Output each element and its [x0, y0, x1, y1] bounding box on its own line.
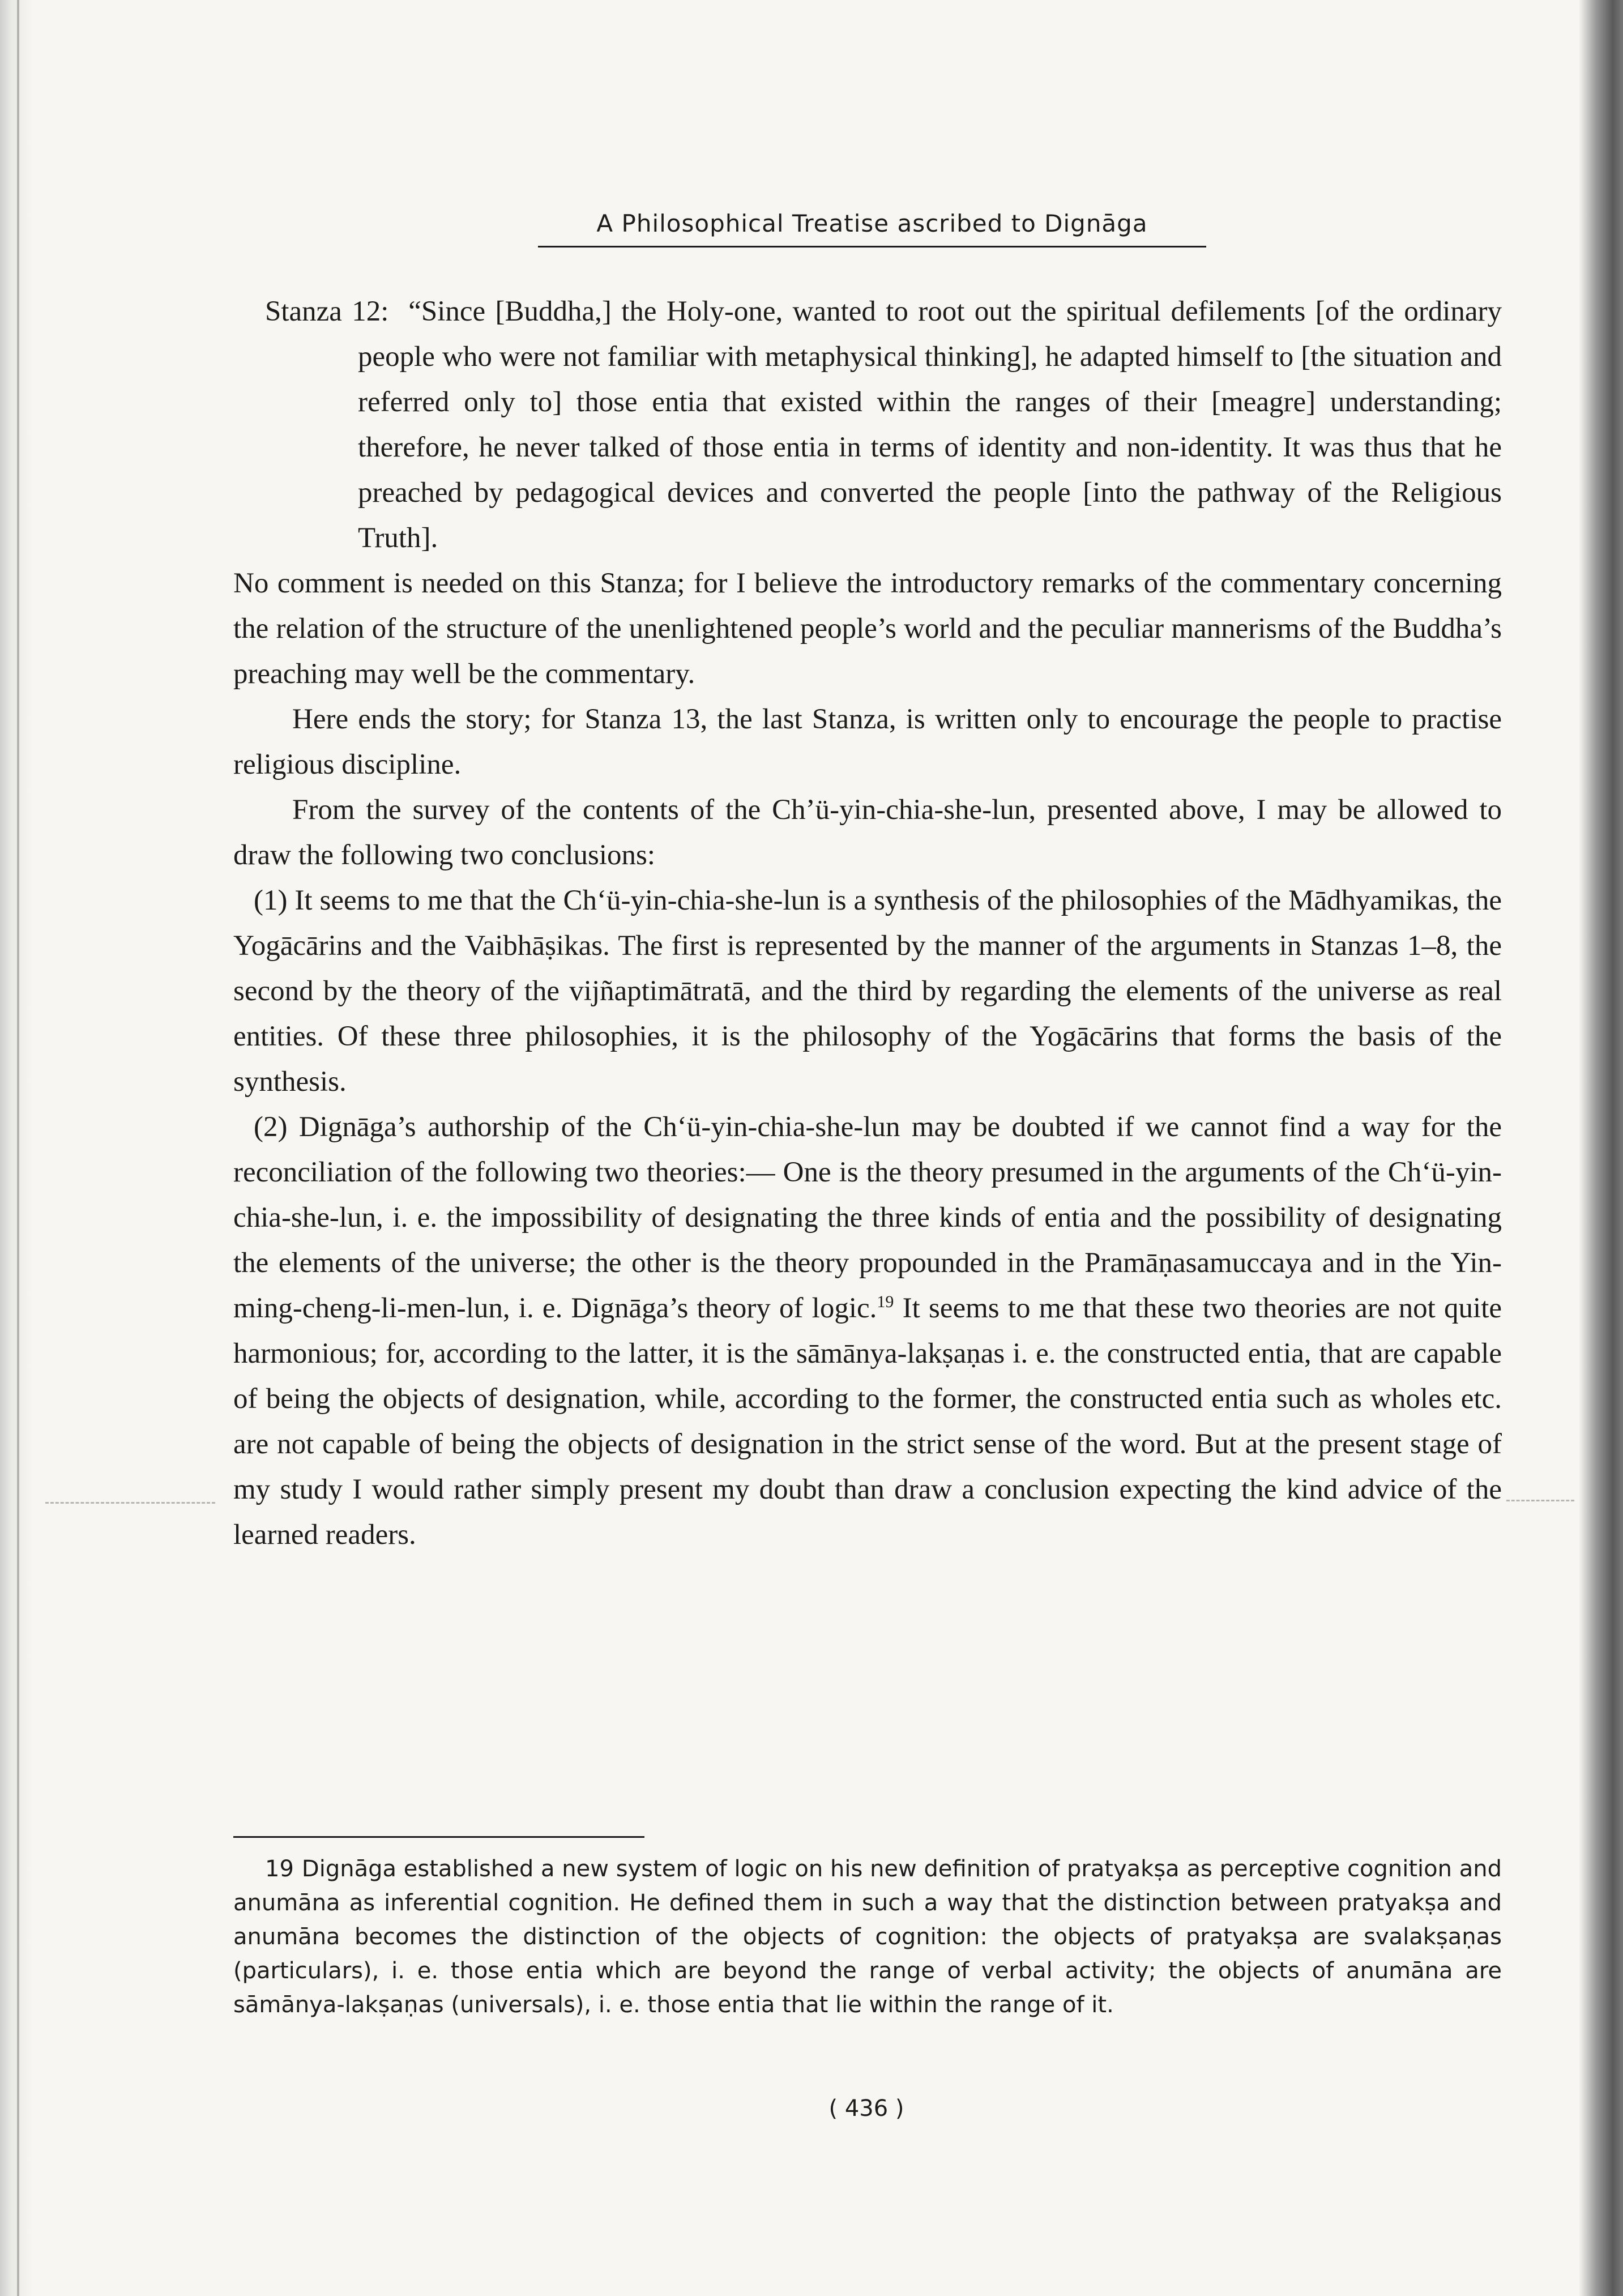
footnote-rule: [233, 1836, 644, 1838]
scan-edge-line: [17, 0, 19, 2296]
footnote-ref[interactable]: 19: [877, 1292, 894, 1311]
page-number: ( 436 ): [828, 2096, 904, 2122]
footnote-19: [233, 1852, 1502, 2022]
scan-edge-left: [0, 0, 33, 2296]
scan-edge-right: [1579, 0, 1623, 2296]
stanza-12: [265, 289, 1502, 561]
stanza-label: Stanza 12:: [265, 296, 389, 327]
running-head: A Philosophical Treatise ascribed to Dignāga: [596, 210, 1148, 237]
footnote-number: 19: [265, 1856, 294, 1882]
conclusion-1: (1) It seems to me that the Ch‘ü-yin-chia-she-lun is a synthesis of the philosophies of the Mādhyamikas, the Yogācārins and the Vaibhāṣikas. The first is represented by the manner of the arguments in Stanzas 1–8, the second by the theory of the vijñaptimātratā, and the third by regarding the elements of the universe as real entities. Of these three philosophies, it is the philosophy of the Yogācārins that forms the basis of the synthesis.: [233, 885, 1502, 1098]
conclusion-2: [233, 1104, 1502, 1557]
footnote-text: Dignāga established a new system of logic on his new definition of pratyakṣa as perceptive cognition and anumāna as inferential cognition. He defined them in such a way that the distinction between pratyakṣa and anumāna becomes the distinction of the objects of cognition: the objects of pratyakṣa are svalakṣaṇas (particulars), i. e. those entia which are beyond the range of verbal activity; the objects of anumāna are sāmānya-lakṣaṇas (universals), i. e. those entia that lie within the range of it.: [233, 1856, 1502, 2018]
paragraph: Here ends the story; for Stanza 13, the last Stanza, is written only to encourage the people to practise religious discipline.: [233, 703, 1502, 780]
scan-artifact-dash: [1506, 1500, 1574, 1503]
running-head-rule: [538, 246, 1206, 247]
conclusion-2-text-b: It seems to me that these two theories are not quite harmonious; for, according to the latter, it is the sāmānya-lakṣaṇas i. e. the constructed entia, that are capable of being the objects of designation, while, according to the former, the constructed entia such as wholes etc. are not capable of being the objects of designation in the strict sense of the word. But at the present stage of my study I would rather simply present my doubt than draw a conclusion expecting the kind advice of the learned readers.: [233, 1292, 1502, 1551]
paragraph: No comment is needed on this Stanza; for I believe the introductory remarks of the commentary concerning the relation of the structure of the unenlightened people’s world and the peculiar mannerisms of the Buddha’s preaching may well be the commentary.: [233, 567, 1502, 690]
main-text: [233, 289, 1502, 1557]
scan-artifact-dash: [45, 1502, 215, 1505]
conclusion-2-text-a: (2) Dignāga’s authorship of the Ch‘ü-yin-chia-she-lun may be doubted if we cannot find a way for the reconciliation of the following two theories:— One is the theory presumed in the arguments of the Ch‘ü-yin-chia-she-lun, i. e. the impossibility of designating the three kinds of entia and the possibility of designating the elements of the universe; the other is the theory propounded in the Pramāṇasamuccaya and in the Yin-ming-cheng-li-men-lun, i. e. Dignāga’s theory of logic.: [233, 1111, 1502, 1324]
stanza-text: “Since [Buddha,] the Holy-one, wanted to root out the spiritual defilements [of the ordinary people who were not familiar with metaphysical thinking], he adapted himself to [the situation and referred only to] those entia that existed within the ranges of their [meagre] understanding; therefore, he never talked of those entia in terms of identity and non-identity. It was thus that he preached by pedagogical devices and converted the people [into the pathway of the Religious Truth].: [358, 296, 1502, 554]
paragraph: From the survey of the contents of the Ch’ü-yin-chia-she-lun, presented above, I may be allowed to draw the following two conclusions:: [233, 794, 1502, 871]
